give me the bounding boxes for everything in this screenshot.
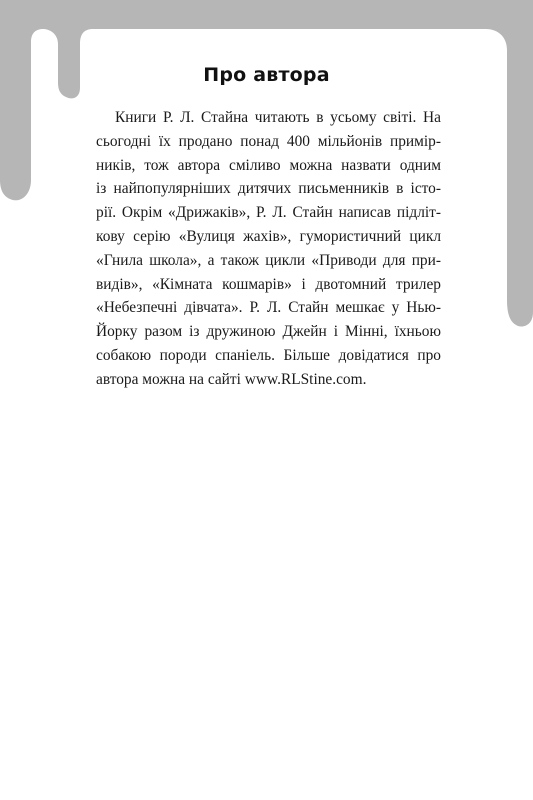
page-title: Про автора — [203, 64, 330, 86]
paragraph-line: сьогодні їх продано понад 400 мільйонів примір- — [96, 132, 441, 150]
paragraph-line: рії. Окрім «Дрижаків», Р. Л. Стайн написав підліт- — [96, 204, 441, 222]
paragraph-line: Книги Р. Л. Стайна читають в усьому світі. На — [115, 109, 441, 126]
paragraph-line: Йорку разом із дружиною Джейн і Мінні, їхньою — [96, 323, 441, 341]
paragraph-line: «Гнила школа», а також цикли «Приводи для при- — [96, 251, 441, 269]
paragraph-line: із найпопулярніших дитячих письменників в істо- — [96, 180, 441, 198]
paragraph-line: автора можна на сайті www.RLStine.com. — [96, 370, 367, 388]
paragraph-line: собакою породи спаніель. Більше довідатися про — [96, 346, 441, 364]
paragraph-line: ників, тож автора сміливо можна назвати одним — [96, 156, 441, 174]
author-bio-paragraph — [96, 106, 441, 392]
paragraph-line: видів», «Кімната кошмарів» і двотомний трилер — [96, 275, 441, 293]
paragraph-line: кову серію «Вулиця жахів», гумористичний цикл — [96, 227, 441, 245]
paragraph-line: «Небезпечні дівчата». Р. Л. Стайн мешкає у Нью- — [96, 299, 441, 317]
